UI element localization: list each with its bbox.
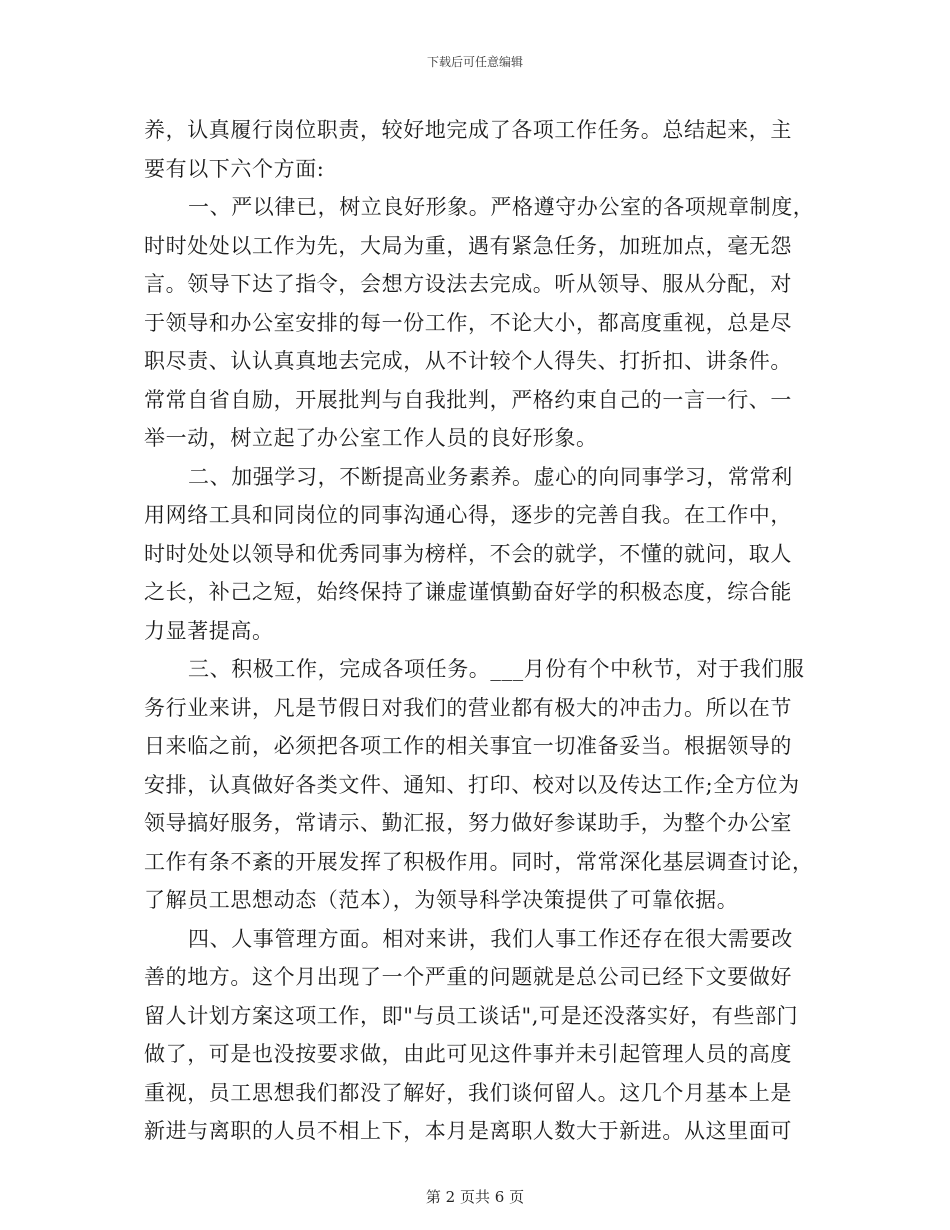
paragraph-start-line: 四、人事管理方面。相对来讲，我们人事工作还存在很大需要改 (188, 926, 793, 951)
text-line: 之长，补己之短，始终保持了谦虚谨慎勤奋好学的积极态度，综合能 (144, 580, 792, 604)
text-line: 力显著提高。 (144, 618, 274, 643)
text-line: 善的地方。这个月出现了一个严重的问题就是总公司已经下文要做好 (144, 965, 792, 989)
text-line: 新进与离职的人员不相上下，本月是离职人数大于新进。从这里面可 (144, 1119, 792, 1143)
page-footer: 第 2 页共 6 页 (425, 1188, 525, 1206)
text-line: 于领导和办公室安排的每一份工作，不论大小，都高度重视，总是尽 (144, 310, 792, 335)
paragraph-start-line: 三、积极工作，完成各项任务。___月份有个中秋节，对于我们服 (188, 657, 805, 681)
text-line: 时时处处以领导和优秀同事为榜样，不会的就学，不懂的就问，取人 (144, 541, 792, 566)
text-line: 要有以下六个方面: (144, 156, 325, 181)
text-line: 言。领导下达了指令，会想方设法去完成。听从领导、服从分配，对 (144, 272, 792, 296)
text-line: 日来临之前，必须把各项工作的相关事宜一切准备妥当。根据领导的 (144, 734, 792, 758)
page-header: 下载后可任意编辑 (426, 55, 523, 69)
text-line: 留人计划方案这项工作，即"与员工谈话",可是还没落实好，有些部门 (144, 1003, 799, 1028)
text-line: 养，认真履行岗位职责，较好地完成了各项工作任务。总结起来，主 (144, 118, 792, 142)
text-line: 重视，员工思想我们都没了解好，我们谈何留人。这几个月基本上是 (144, 1080, 792, 1105)
text-line: 用网络工具和同岗位的同事沟通心得，逐步的完善自我。在工作中， (144, 503, 792, 527)
text-line: 做了，可是也没按要求做，由此可见这件事并未引起管理人员的高度 (144, 1042, 792, 1066)
text-line: 领导搞好服务，常请示、勤汇报，努力做好参谋助手，为整个办公室 (144, 811, 792, 835)
text-line: 常常自省自励，开展批判与自我批判，严格约束自己的一言一行、一 (144, 387, 792, 412)
body-text (144, 111, 814, 1151)
text-line: 时时处处以工作为先，大局为重，遇有紧急任务，加班加点，毫无怨 (144, 233, 792, 258)
paragraph-start-line: 一、严以律已，树立良好形象。严格遵守办公室的各项规章制度， (188, 195, 815, 219)
text-line: 安排，认真做好各类文件、通知、打印、校对以及传达工作;全方位为 (144, 772, 800, 797)
text-line: 职尽责、认认真真地去完成，从不计较个人得失、打折扣、讲条件。 (144, 349, 792, 373)
paragraph-start-line: 二、加强学习，不断提高业务素养。虚心的向同事学习，常常利 (188, 464, 793, 489)
text-line: 务行业来讲，凡是节假日对我们的营业都有极大的冲击力。所以在节 (144, 695, 792, 720)
text-line: 举一动，树立起了办公室工作人员的良好形象。 (144, 426, 598, 450)
text-line: 工作有条不紊的开展发挥了积极作用。同时，常常深化基层调查讨论， (144, 849, 814, 874)
text-line: 了解员工思想动态（范本），为领导科学决策提供了可靠依据。 (144, 888, 739, 912)
